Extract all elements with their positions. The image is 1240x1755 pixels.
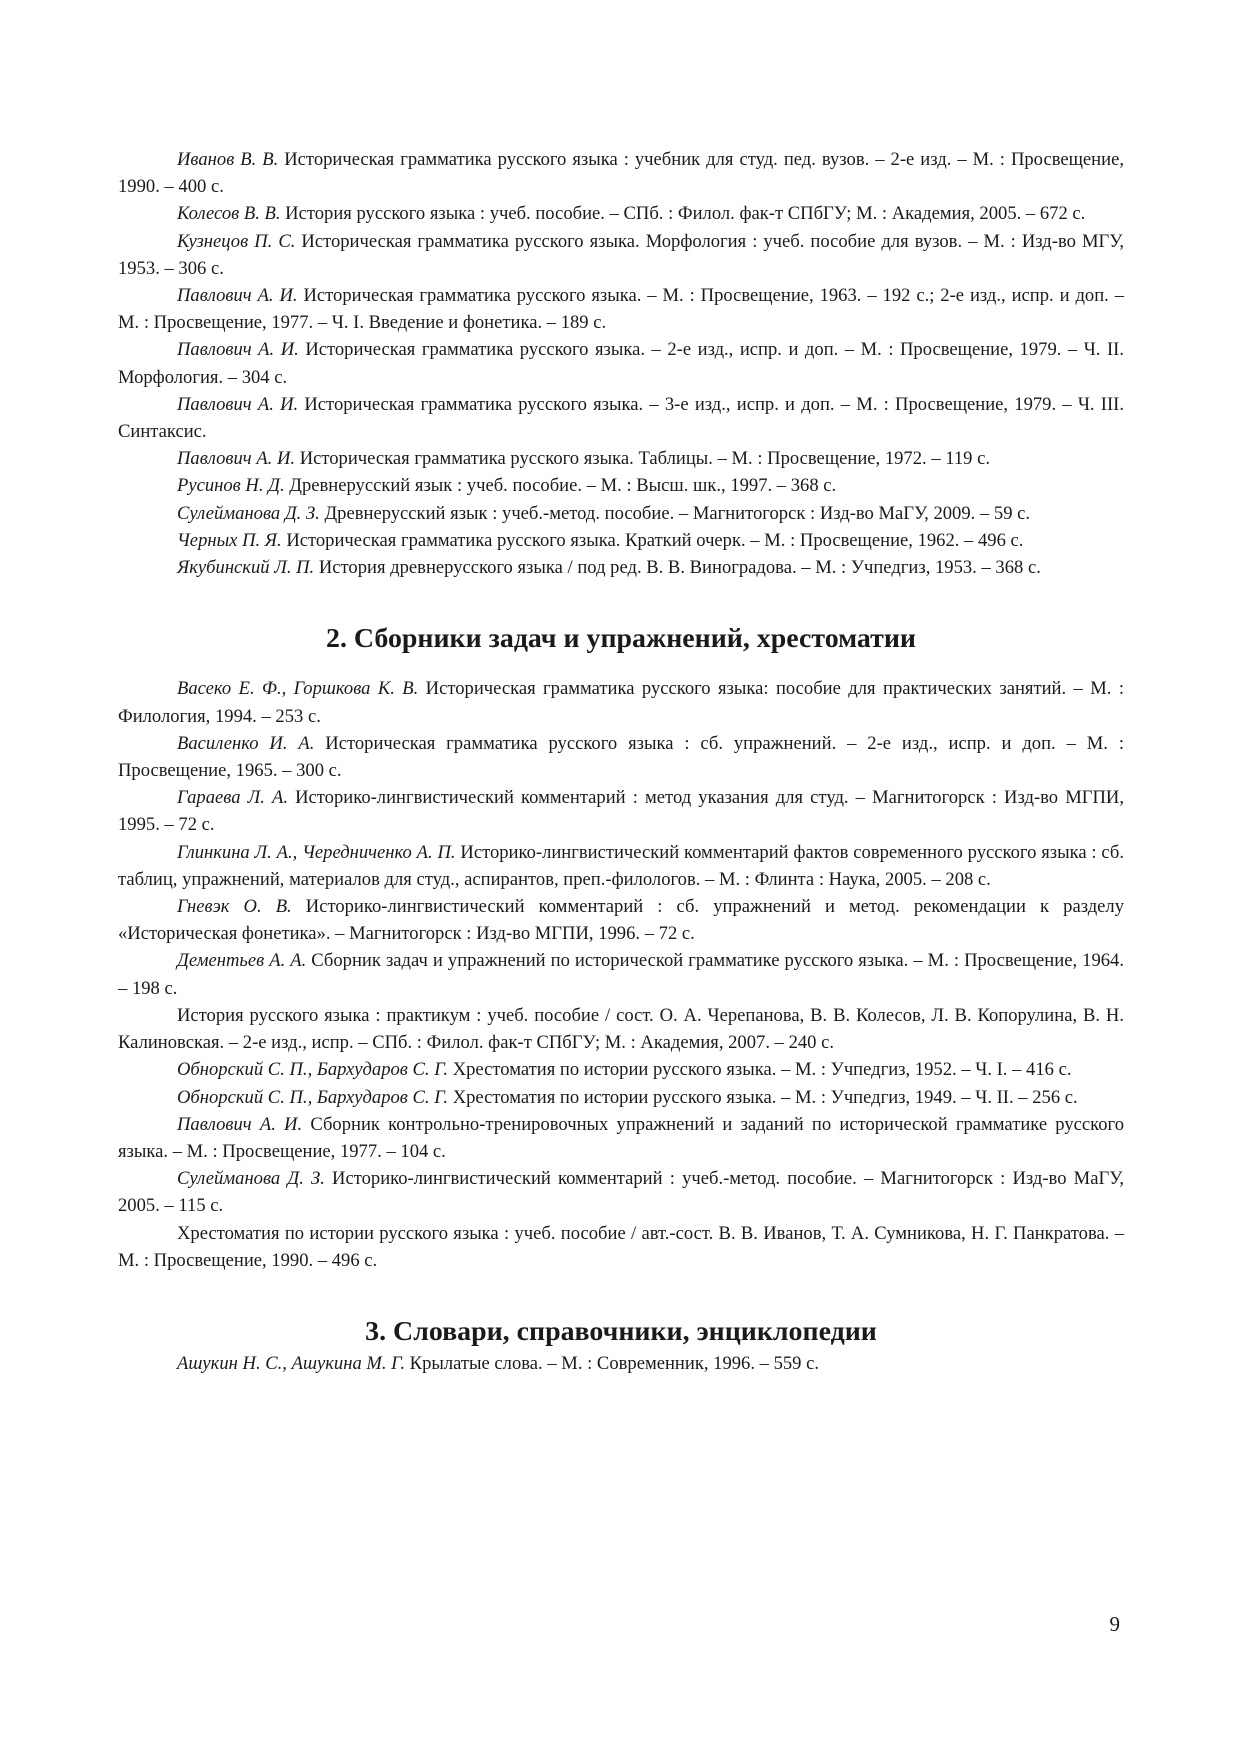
entry-author: Дементьев А. А. (177, 950, 307, 972)
entry-text: Историко-лингвистический комментарий : сб. упражнений и метод. рекомендации к разделу «Историческая фонетика». – Магнитогорск : Изд-во МГПИ, 1996. – 72 с. (118, 896, 1124, 945)
bibliography-entry (118, 282, 1124, 336)
section-2-heading: 2. Сборники задач и упражнений, хрестоматии (326, 623, 916, 655)
entry-author: Обнорский С. П., Бархударов С. Г. (177, 1059, 449, 1081)
entry-text: Историко-лингвистический комментарий фактов современного русского языка : сб. таблиц, упражнений, материалов для студ., аспирантов, преп.-филологов. – М. : Флинта : Наука, 2005. – 208 с. (118, 841, 1124, 890)
bibliography-entry (118, 1111, 1124, 1165)
entry-text: Историческая грамматика русского языка. – 2-е изд., испр. и доп. – М. : Просвещение, 1979. – Ч. II. Морфология. – 304 с. (118, 339, 1125, 388)
bibliography-entry (118, 336, 1124, 390)
section-2-list (118, 675, 1124, 1273)
entry-text: История древнерусского языка / под ред. В. В. Виноградова. – М. : Учпедгиз, 1953. – 368 с. (314, 557, 1041, 579)
bibliography-entry (118, 228, 1124, 282)
bibliography-entry (118, 527, 1124, 554)
entry-text: Историческая грамматика русского языка. Морфология : учеб. пособие для вузов. – М. : Изд-во МГУ, 1953. – 306 с. (118, 230, 1125, 279)
bibliography-entry (118, 200, 1124, 227)
bibliography-entry (118, 730, 1124, 784)
entry-author: Ашукин Н. С., Ашукина М. Г. (177, 1353, 406, 1375)
bibliography-entry (118, 784, 1124, 838)
entry-text: История русского языка : практикум : учеб. пособие / сост. О. А. Черепанова, В. В. Колесов, Л. В. Копорулина, В. Н. Калиновская. – 2-е изд., испр. – СПб. : Филол. фак-т СПбГУ; М. : Академия, 2007. – 240 с. (118, 1004, 1124, 1054)
page-number: 9 (1109, 1612, 1120, 1636)
entry-text: Древнерусский язык : учеб. пособие. – М. : Высш. шк., 1997. – 368 с. (284, 475, 837, 497)
bibliography-entry (118, 445, 1124, 472)
entry-author: Павлович А. И. (177, 393, 299, 415)
entry-text: Сборник задач и упражнений по исторической грамматике русского языка. – М. : Просвещение, 1964. – 198 с. (118, 950, 1124, 999)
section-1-list (118, 146, 1124, 581)
section-3-heading: 3. Словари, справочники, энциклопедии (365, 1315, 877, 1347)
bibliography-entry (118, 146, 1124, 200)
entry-author: Кузнецов П. С. (177, 230, 296, 252)
entry-author: Сулейманова Д. З. (177, 1168, 325, 1190)
bibliography-entry (118, 839, 1124, 893)
entry-author: Глинкина Л. А., Чередниченко А. П. (177, 841, 456, 863)
entry-author: Иванов В. В. (177, 149, 279, 170)
bibliography-entry (118, 675, 1124, 729)
entry-text: Хрестоматия по истории русского языка. – М. : Учпедгиз, 1949. – Ч. II. – 256 с. (448, 1086, 1078, 1108)
entry-author: Павлович А. И. (177, 1113, 303, 1135)
bibliography-entry (118, 1165, 1124, 1219)
bibliography-entry (118, 500, 1124, 527)
bibliography-entry (118, 1002, 1124, 1056)
entry-author: Павлович А. И. (177, 285, 298, 307)
entry-author: Васеко Е. Ф., Горшкова К. В. (177, 678, 419, 700)
entry-author: Колесов В. В. (177, 203, 281, 225)
entry-author: Василенко И. А. (177, 732, 315, 754)
bibliography-entry (118, 554, 1124, 581)
section-3-list (118, 1350, 1124, 1377)
entry-text: Историческая грамматика русского языка. – М. : Просвещение, 1963. – 192 с.; 2-е изд., испр. и доп. – М. : Просвещение, 1977. – Ч. I. Введение и фонетика. – 189 с. (118, 285, 1125, 334)
entry-text: Историческая грамматика русского языка : учебник для студ. пед. вузов. – 2-е изд. – М. : Просвещение, 1990. – 400 с. (118, 149, 1124, 198)
bibliography-entry (118, 947, 1124, 1001)
entry-author: Черных П. Я. (177, 529, 282, 551)
entry-author: Гараева Л. А. (177, 787, 288, 809)
bibliography-entry (118, 391, 1124, 445)
entry-author: Павлович А. И. (177, 339, 299, 361)
page-body (118, 146, 1124, 1377)
entry-text: Древнерусский язык : учеб.-метод. пособие. – Магнитогорск : Изд-во МаГУ, 2009. – 59 с. (319, 502, 1031, 524)
entry-text: Крылатые слова. – М. : Современник, 1996. – 559 с. (405, 1353, 820, 1375)
entry-author: Павлович А. И. (177, 448, 296, 470)
entry-text: История русского языка : учеб. пособие. – СПб. : Филол. фак-т СПбГУ; М. : Академия, 2005. – 672 с. (280, 203, 1086, 225)
entry-text: Сборник контрольно-тренировочных упражнений и заданий по исторической грамматике русского языка. – М. : Просвещение, 1977. – 104 с. (118, 1113, 1124, 1162)
entry-text: Историко-лингвистический комментарий : метод указания для студ. – Магнитогорск : Изд-во МГПИ, 1995. – 72 с. (118, 787, 1124, 836)
entry-text: Хрестоматия по истории русского языка. – М. : Учпедгиз, 1952. – Ч. I. – 416 с. (448, 1059, 1072, 1081)
bibliography-entry (118, 1084, 1124, 1111)
entry-text: Историческая грамматика русского языка. – 3-е изд., испр. и доп. – М. : Просвещение, 1979. – Ч. III. Синтаксис. (118, 393, 1125, 443)
entry-author: Русинов Н. Д. (177, 475, 285, 497)
bibliography-entry (118, 1350, 1124, 1377)
entry-text: Историческая грамматика русского языка. Таблицы. – М. : Просвещение, 1972. – 119 с. (295, 448, 991, 470)
bibliography-entry (118, 1056, 1124, 1083)
entry-author: Сулейманова Д. З. (177, 502, 320, 524)
entry-text: Историческая грамматика русского языка : сб. упражнений. – 2-е изд., испр. и доп. – М. : Просвещение, 1965. – 300 с. (118, 732, 1125, 782)
bibliography-entry (118, 1220, 1124, 1274)
entry-text: Историческая грамматика русского языка: пособие для практических занятий. – М. : Филология, 1994. – 253 с. (118, 678, 1124, 727)
entry-author: Гневэк О. В. (177, 896, 292, 918)
bibliography-entry (118, 893, 1124, 947)
entry-author: Обнорский С. П., Бархударов С. Г. (177, 1086, 449, 1108)
entry-text: Историко-лингвистический комментарий : учеб.-метод. пособие. – Магнитогорск : Изд-во МаГУ, 2005. – 115 с. (118, 1168, 1124, 1217)
entry-author: Якубинский Л. П. (177, 557, 315, 579)
entry-text: Историческая грамматика русского языка. Краткий очерк. – М. : Просвещение, 1962. – 496 с. (281, 529, 1024, 551)
entry-text: Хрестоматия по истории русского языка : учеб. пособие / авт.-сост. В. В. Иванов, Т. А. Сумникова, Н. Г. Панкратова. – М. : Просвещение, 1990. – 496 с. (118, 1222, 1124, 1271)
bibliography-entry (118, 472, 1124, 499)
